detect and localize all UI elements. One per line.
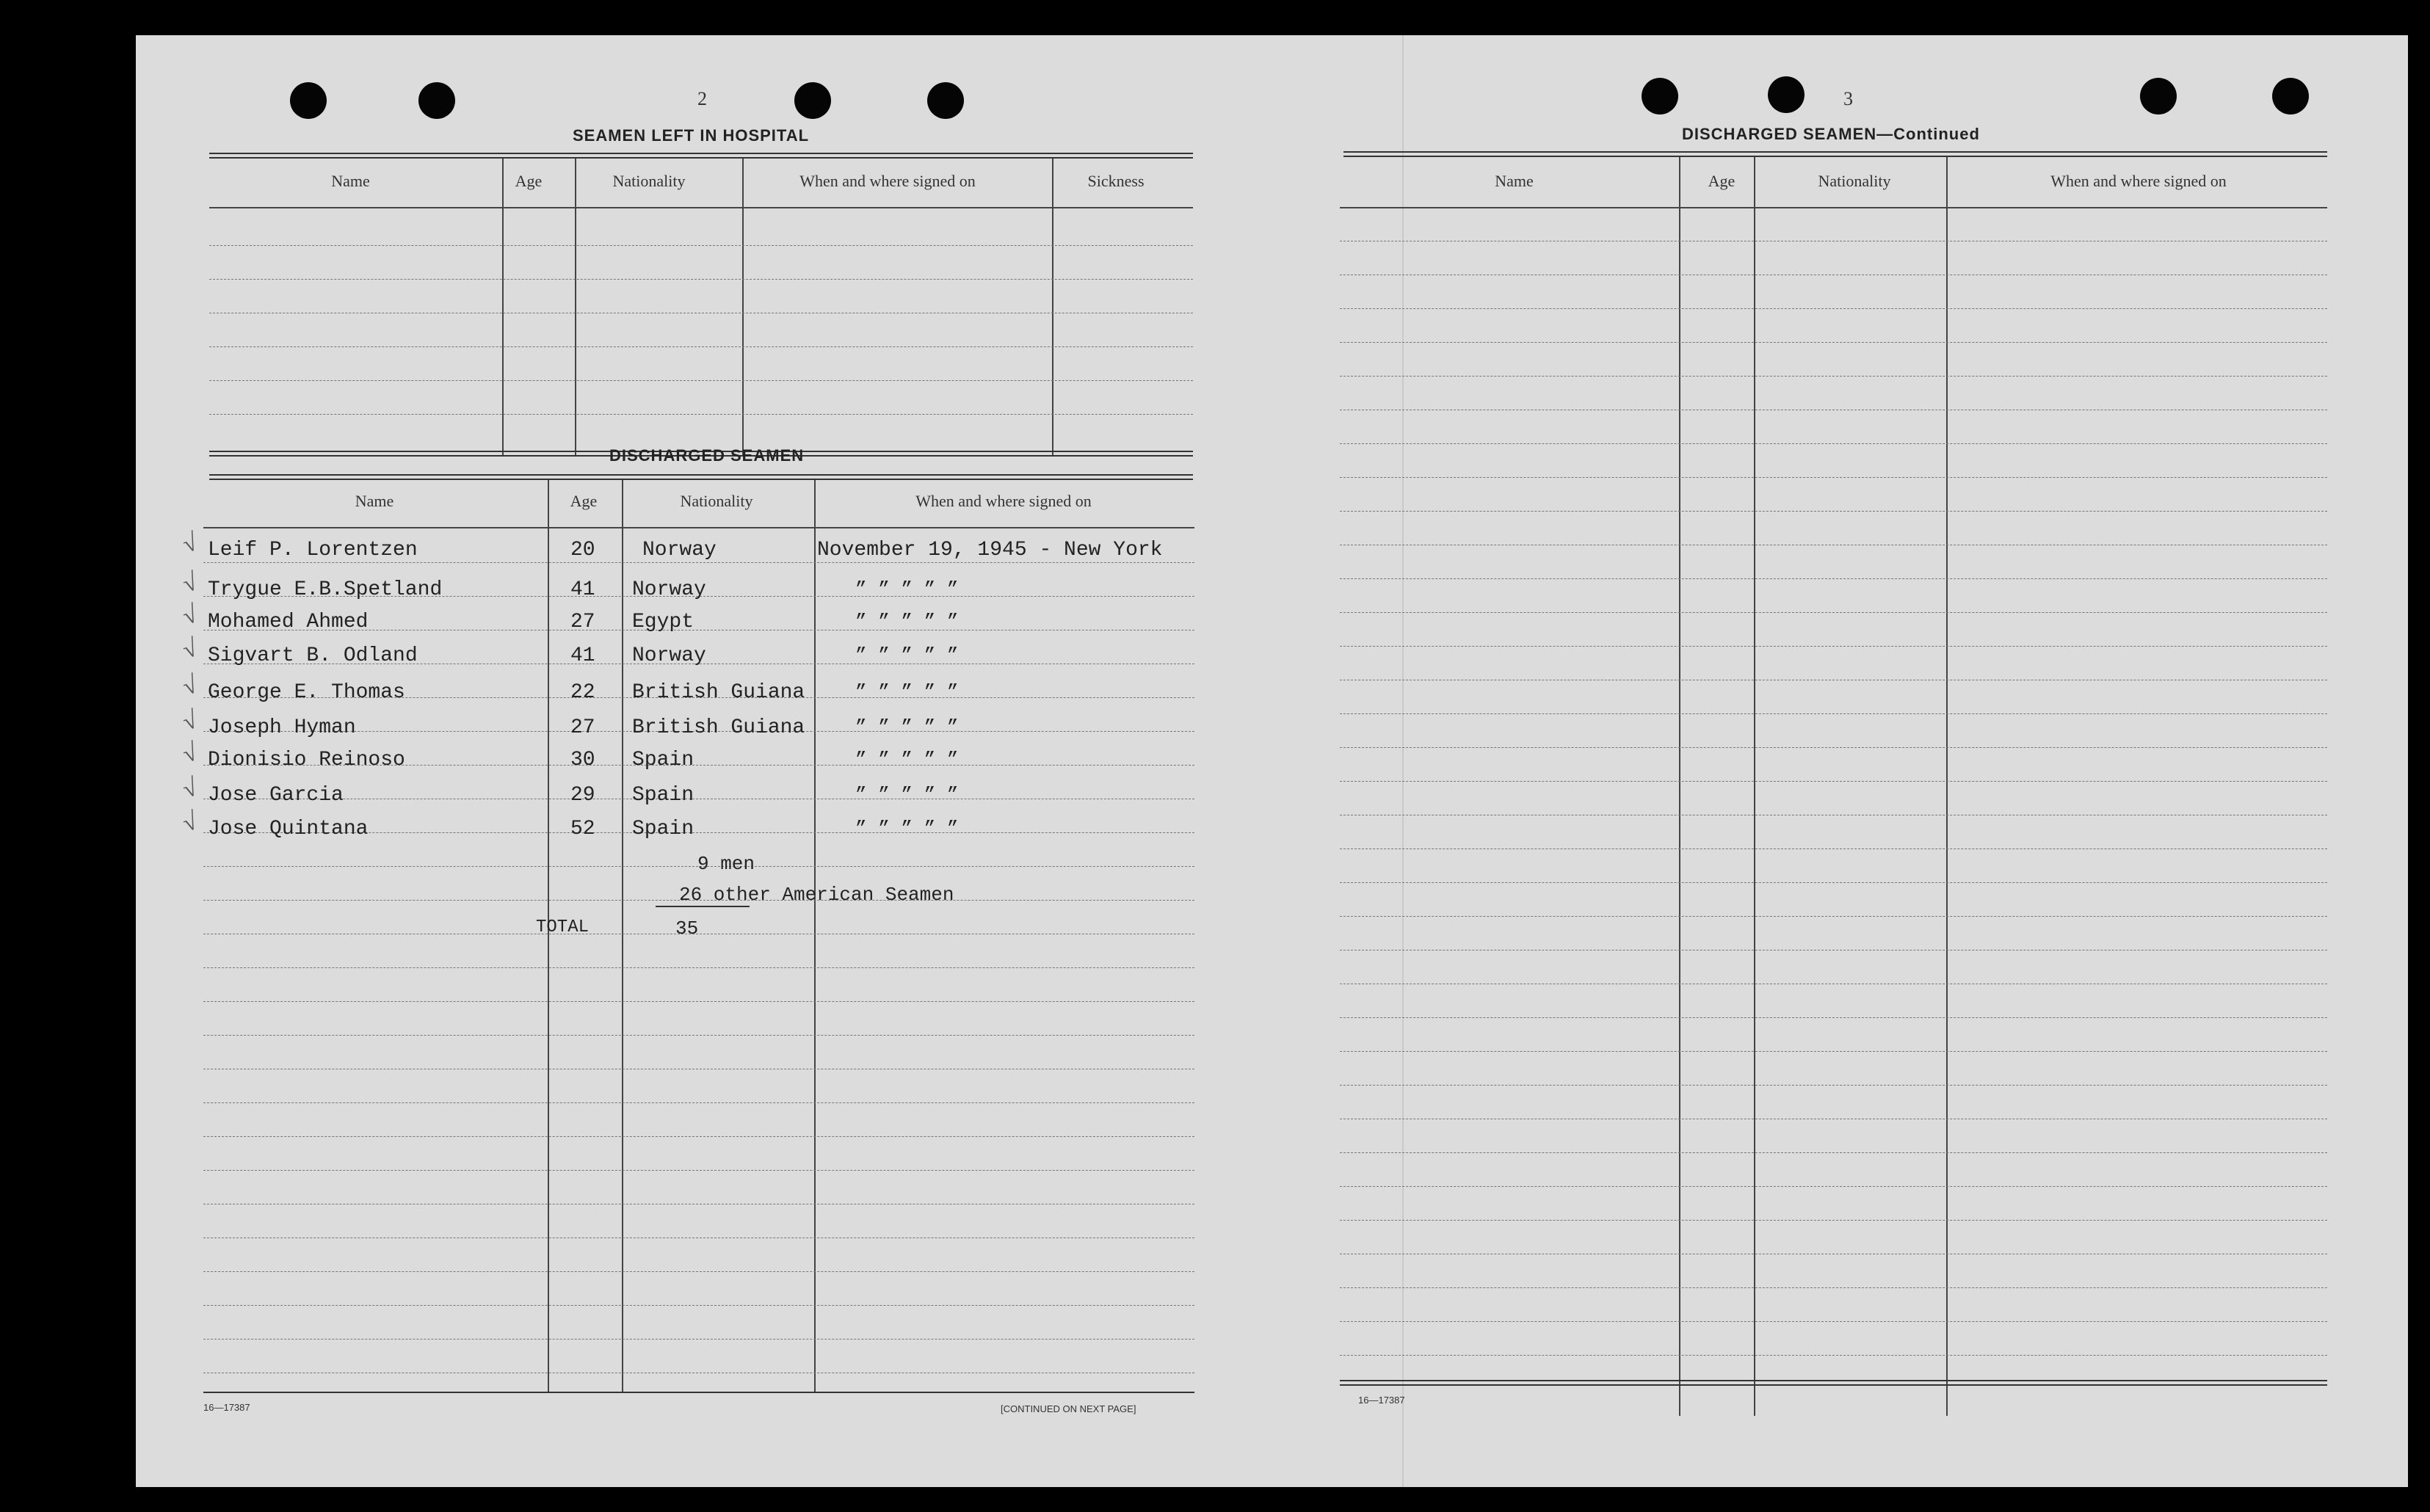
seaman-age: 22	[570, 681, 595, 704]
right-row-line	[1340, 1152, 2327, 1153]
hospital-row-line	[209, 245, 1193, 246]
seaman-nationality: British Guiana	[632, 716, 805, 739]
discharged-row-line	[203, 1035, 1194, 1036]
discharged-row-line	[203, 1136, 1194, 1137]
punch-hole	[2272, 78, 2309, 115]
punch-hole	[1642, 78, 1678, 115]
discharged-bottom-rule	[203, 1392, 1194, 1393]
discharged-header-name: Name	[355, 492, 394, 510]
seaman-name: Jose Quintana	[208, 818, 369, 840]
right-header-name: Name	[1495, 172, 1534, 190]
seaman-age: 41	[570, 578, 595, 601]
right-row-line	[1340, 1186, 2327, 1187]
right-row-line	[1340, 308, 2327, 309]
seaman-signed-on: November 19, 1945 - New York	[817, 539, 1163, 561]
hospital-header-signed: When and where signed on	[799, 172, 976, 190]
discharged-header-signed: When and where signed on	[915, 492, 1092, 510]
discharged-row-line	[203, 1305, 1194, 1306]
right-bottom-rule	[1340, 1380, 2327, 1386]
right-row-line	[1340, 342, 2327, 343]
page-fold	[1402, 35, 1404, 1487]
discharged-row-line	[203, 1339, 1194, 1340]
hospital-row-line	[209, 346, 1193, 347]
right-row-line	[1340, 916, 2327, 917]
seaman-nationality: British Guiana	[632, 681, 805, 704]
seaman-name: Mohamed Ahmed	[208, 611, 369, 633]
right-row-line	[1340, 1321, 2327, 1322]
check-mark-icon: √	[179, 528, 202, 559]
seaman-age: 52	[570, 818, 595, 840]
seaman-signed-on: ” ” ” ” ”	[855, 578, 959, 600]
right-row-line	[1340, 578, 2327, 579]
seaman-name: Leif P. Lorentzen	[208, 539, 418, 561]
right-col-divider	[1754, 157, 1755, 1416]
right-header-nationality: Nationality	[1818, 172, 1891, 190]
seaman-signed-on: ” ” ” ” ”	[855, 716, 959, 738]
discharged-header-age: Age	[570, 492, 598, 510]
seaman-nationality: Norway	[632, 578, 706, 601]
men-count: 9 men	[697, 853, 755, 875]
right-row-line	[1340, 713, 2327, 714]
hospital-header-nationality: Nationality	[612, 172, 686, 190]
hospital-header-age: Age	[515, 172, 543, 190]
page-number-left: 2	[697, 88, 707, 109]
hospital-top-rule	[209, 153, 1193, 159]
total-label: TOTAL	[536, 917, 590, 937]
right-row-line	[1340, 646, 2327, 647]
seaman-name: Joseph Hyman	[208, 716, 356, 739]
right-col-divider	[1679, 157, 1680, 1416]
seaman-nationality: Norway	[632, 644, 706, 667]
hospital-col-divider	[1052, 159, 1053, 457]
seaman-age: 20	[570, 539, 595, 561]
other-seamen-count: 26 other American Seamen	[679, 884, 954, 906]
right-row-line	[1340, 1051, 2327, 1052]
form-number-right: 16—17387	[1358, 1395, 1405, 1406]
right-row-line	[1340, 1017, 2327, 1018]
right-row-line	[1340, 781, 2327, 782]
discharged-header-rule	[203, 527, 1194, 528]
hospital-header-sickness: Sickness	[1087, 172, 1145, 190]
document-sheet	[136, 35, 2408, 1487]
seaman-age: 27	[570, 611, 595, 633]
discharged-row-line	[203, 1170, 1194, 1171]
right-row-line	[1340, 882, 2327, 883]
discharged-col-divider	[622, 480, 623, 1392]
seaman-name: Trygue E.B.Spetland	[208, 578, 443, 601]
seaman-age: 27	[570, 716, 595, 739]
seaman-age: 30	[570, 749, 595, 771]
discharged-row-line	[203, 562, 1194, 563]
sum-underline	[656, 906, 750, 907]
discharged-row-line	[203, 967, 1194, 968]
right-col-divider	[1946, 157, 1948, 1416]
continued-section-title: DISCHARGED SEAMEN—Continued	[1682, 125, 1980, 143]
punch-hole	[2140, 78, 2177, 115]
seaman-nationality: Egypt	[632, 611, 694, 633]
right-row-line	[1340, 612, 2327, 613]
right-row-line	[1340, 376, 2327, 377]
hospital-header-rule	[209, 207, 1193, 208]
seaman-signed-on: ” ” ” ” ”	[855, 644, 959, 666]
seaman-nationality: Spain	[632, 818, 694, 840]
hospital-col-divider	[502, 159, 504, 457]
discharged-row-line	[203, 1001, 1194, 1002]
discharged-top-rule	[209, 474, 1193, 480]
punch-hole	[418, 82, 455, 119]
seaman-signed-on: ” ” ” ” ”	[855, 681, 959, 703]
discharged-section-title: DISCHARGED SEAMEN	[609, 446, 805, 465]
right-row-line	[1340, 848, 2327, 849]
right-row-line	[1340, 443, 2327, 444]
check-mark-icon: √	[179, 670, 202, 702]
hospital-row-line	[209, 380, 1193, 381]
hospital-row-line	[209, 414, 1193, 415]
seaman-name: Sigvart B. Odland	[208, 644, 418, 667]
check-mark-icon: √	[179, 807, 202, 838]
discharged-row-line	[203, 1271, 1194, 1272]
seaman-nationality: Norway	[642, 539, 717, 561]
discharged-row-line	[203, 1237, 1194, 1238]
check-mark-icon: √	[179, 567, 202, 599]
right-row-line	[1340, 950, 2327, 951]
right-top-rule	[1343, 151, 2327, 157]
right-header-signed: When and where signed on	[2050, 172, 2227, 190]
hospital-section-title: SEAMEN LEFT IN HOSPITAL	[573, 126, 810, 145]
discharged-col-divider	[814, 480, 816, 1392]
right-header-rule	[1340, 207, 2327, 208]
discharged-header-nationality: Nationality	[680, 492, 753, 510]
seaman-signed-on: ” ” ” ” ”	[855, 784, 959, 806]
check-mark-icon: √	[179, 600, 202, 631]
total-value: 35	[675, 917, 699, 939]
seaman-name: Jose Garcia	[208, 784, 344, 807]
hospital-col-divider	[742, 159, 744, 457]
hospital-row-line	[209, 279, 1193, 280]
punch-hole	[927, 82, 964, 119]
right-row-line	[1340, 511, 2327, 512]
continued-note: [CONTINUED ON NEXT PAGE]	[1001, 1403, 1136, 1414]
seaman-signed-on: ” ” ” ” ”	[855, 749, 959, 771]
discharged-row-line	[203, 1102, 1194, 1103]
check-mark-icon: √	[179, 633, 202, 665]
seaman-age: 29	[570, 784, 595, 807]
right-row-line	[1340, 747, 2327, 748]
check-mark-icon: √	[179, 738, 202, 769]
right-row-line	[1340, 1085, 2327, 1086]
punch-hole	[290, 82, 327, 119]
check-mark-icon: √	[179, 773, 202, 804]
hospital-header-name: Name	[331, 172, 370, 190]
seaman-name: George E. Thomas	[208, 681, 405, 704]
seaman-age: 41	[570, 644, 595, 667]
check-mark-icon: √	[179, 705, 202, 737]
punch-hole	[794, 82, 831, 119]
seaman-nationality: Spain	[632, 784, 694, 807]
page-number-right: 3	[1843, 88, 1853, 109]
right-row-line	[1340, 1287, 2327, 1288]
right-row-line	[1340, 1220, 2327, 1221]
seaman-signed-on: ” ” ” ” ”	[855, 818, 959, 840]
hospital-col-divider	[575, 159, 576, 457]
punch-hole	[1768, 76, 1805, 113]
seaman-nationality: Spain	[632, 749, 694, 771]
right-row-line	[1340, 1355, 2327, 1356]
seaman-signed-on: ” ” ” ” ”	[855, 611, 959, 633]
form-number-left: 16—17387	[203, 1402, 250, 1413]
seaman-name: Dionisio Reinoso	[208, 749, 405, 771]
right-header-age: Age	[1708, 172, 1736, 190]
right-row-line	[1340, 477, 2327, 478]
